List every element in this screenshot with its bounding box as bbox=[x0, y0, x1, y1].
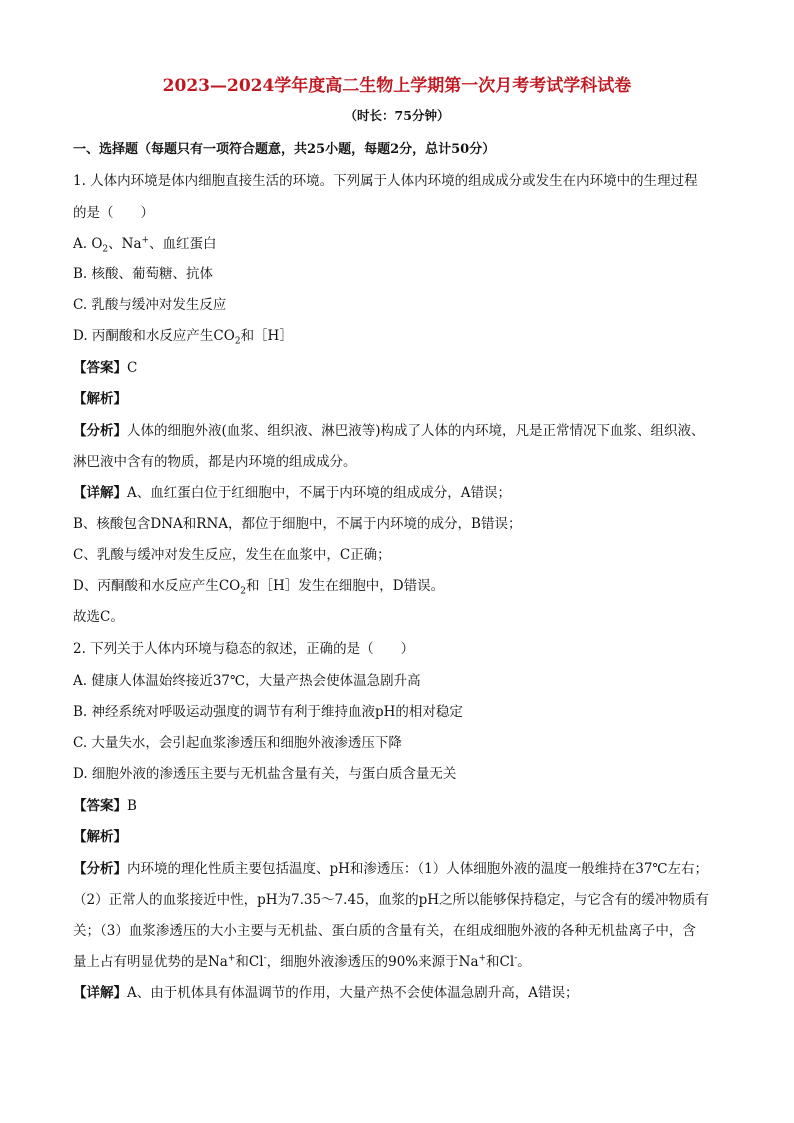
q2-stem: 2. 下列关于人体内环境与稳态的叙述，正确的是（ ） bbox=[73, 641, 415, 657]
q1-conclusion: 故选C。 bbox=[73, 609, 124, 625]
q1-detail-line2: B、核酸包含DNA和RNA，都位于细胞中，不属于内环境的成分，B错误； bbox=[73, 516, 522, 532]
q2-analysis-heading: 【解析】 bbox=[73, 829, 127, 845]
q1-option-d: D. 丙酮酸和水反应产生$CO_2$和［H］ bbox=[73, 328, 293, 347]
q1-option-c: C. 乳酸与缓冲对发生反应 bbox=[73, 297, 227, 313]
q2-option-d: D. 细胞外液的渗透压主要与无机盐含量有关，与蛋白质含量无关 bbox=[73, 766, 457, 782]
q1-detail-line1: 【详解】A、血红蛋白位于红细胞中，不属于内环境的组成成分，A错误； bbox=[73, 485, 511, 501]
q2-option-a: A. 健康人体温始终接近37℃，大量产热会使体温急剧升高 bbox=[73, 673, 421, 689]
duration-note: （时长：75分钟） bbox=[344, 108, 450, 123]
q1-detail-line3: C、乳酸与缓冲对发生反应，发生在血浆中，C正确； bbox=[73, 547, 391, 563]
q1-analysis-heading: 【解析】 bbox=[73, 391, 127, 407]
document-title: 2023—2024学年度高二生物上学期第一次月考考试学科试卷 bbox=[162, 76, 632, 96]
q1-detail-line4: D、丙酮酸和水反应产生$CO_2$和［H］发生在细胞中，D错误。 bbox=[73, 578, 445, 597]
q1-fenxi-line1: 【分析】人体的细胞外液(血浆、组织液、淋巴液等)构成了人体的内环境，凡是正常情况下血浆、组织液、 bbox=[73, 423, 705, 439]
q1-stem-line2: 的是（ ） bbox=[73, 205, 154, 221]
q2-detail-line1: 【详解】A、由于机体具有体温调节的作用，大量产热不会使体温急剧升高，A错误； bbox=[73, 985, 579, 1001]
q2-fenxi-line4: 量上占有明显优势的是Na+和Cl-，细胞外液渗透压的90%来源于Na+和Cl-。 bbox=[73, 953, 531, 970]
q1-fenxi-line2: 淋巴液中含有的物质，都是内环境的组成成分。 bbox=[73, 454, 357, 470]
q2-answer: 【答案】B bbox=[73, 798, 137, 814]
q2-fenxi-line3: 关；（3）血浆渗透压的大小主要与无机盐、蛋白质的含量有关，在组成细胞外液的各种无机盐离子中，含 bbox=[73, 923, 696, 939]
q2-option-c: C. 大量失水，会引起血浆渗透压和细胞外液渗透压下降 bbox=[73, 735, 402, 751]
q2-option-b: B. 神经系统对呼吸运动强度的调节有利于维持血液pH的相对稳定 bbox=[73, 704, 463, 720]
q1-option-b: B. 核酸、葡萄糖、抗体 bbox=[73, 266, 214, 282]
q2-fenxi-line2: （2）正常人的血浆接近中性，pH为7.35～7.45，血浆的pH之所以能够保持稳定，与它含有的缓冲物质有 bbox=[73, 892, 710, 908]
q1-stem-line1: 1. 人体内环境是体内细胞直接生活的环境。下列属于人体内环境的组成成分或发生在内环境中的生理过程 bbox=[73, 173, 698, 189]
q1-answer: 【答案】C bbox=[73, 360, 138, 376]
section-heading: 一、选择题（每题只有一项符合题意，共25小题，每题2分，总计50分） bbox=[73, 142, 496, 157]
q2-fenxi-line1: 【分析】内环境的理化性质主要包括温度、pH和渗透压：（1）人体细胞外液的温度一般维持在37℃左右； bbox=[73, 861, 709, 877]
q1-option-a: A. $O_2$、Na+、血红蛋白 bbox=[73, 235, 217, 255]
